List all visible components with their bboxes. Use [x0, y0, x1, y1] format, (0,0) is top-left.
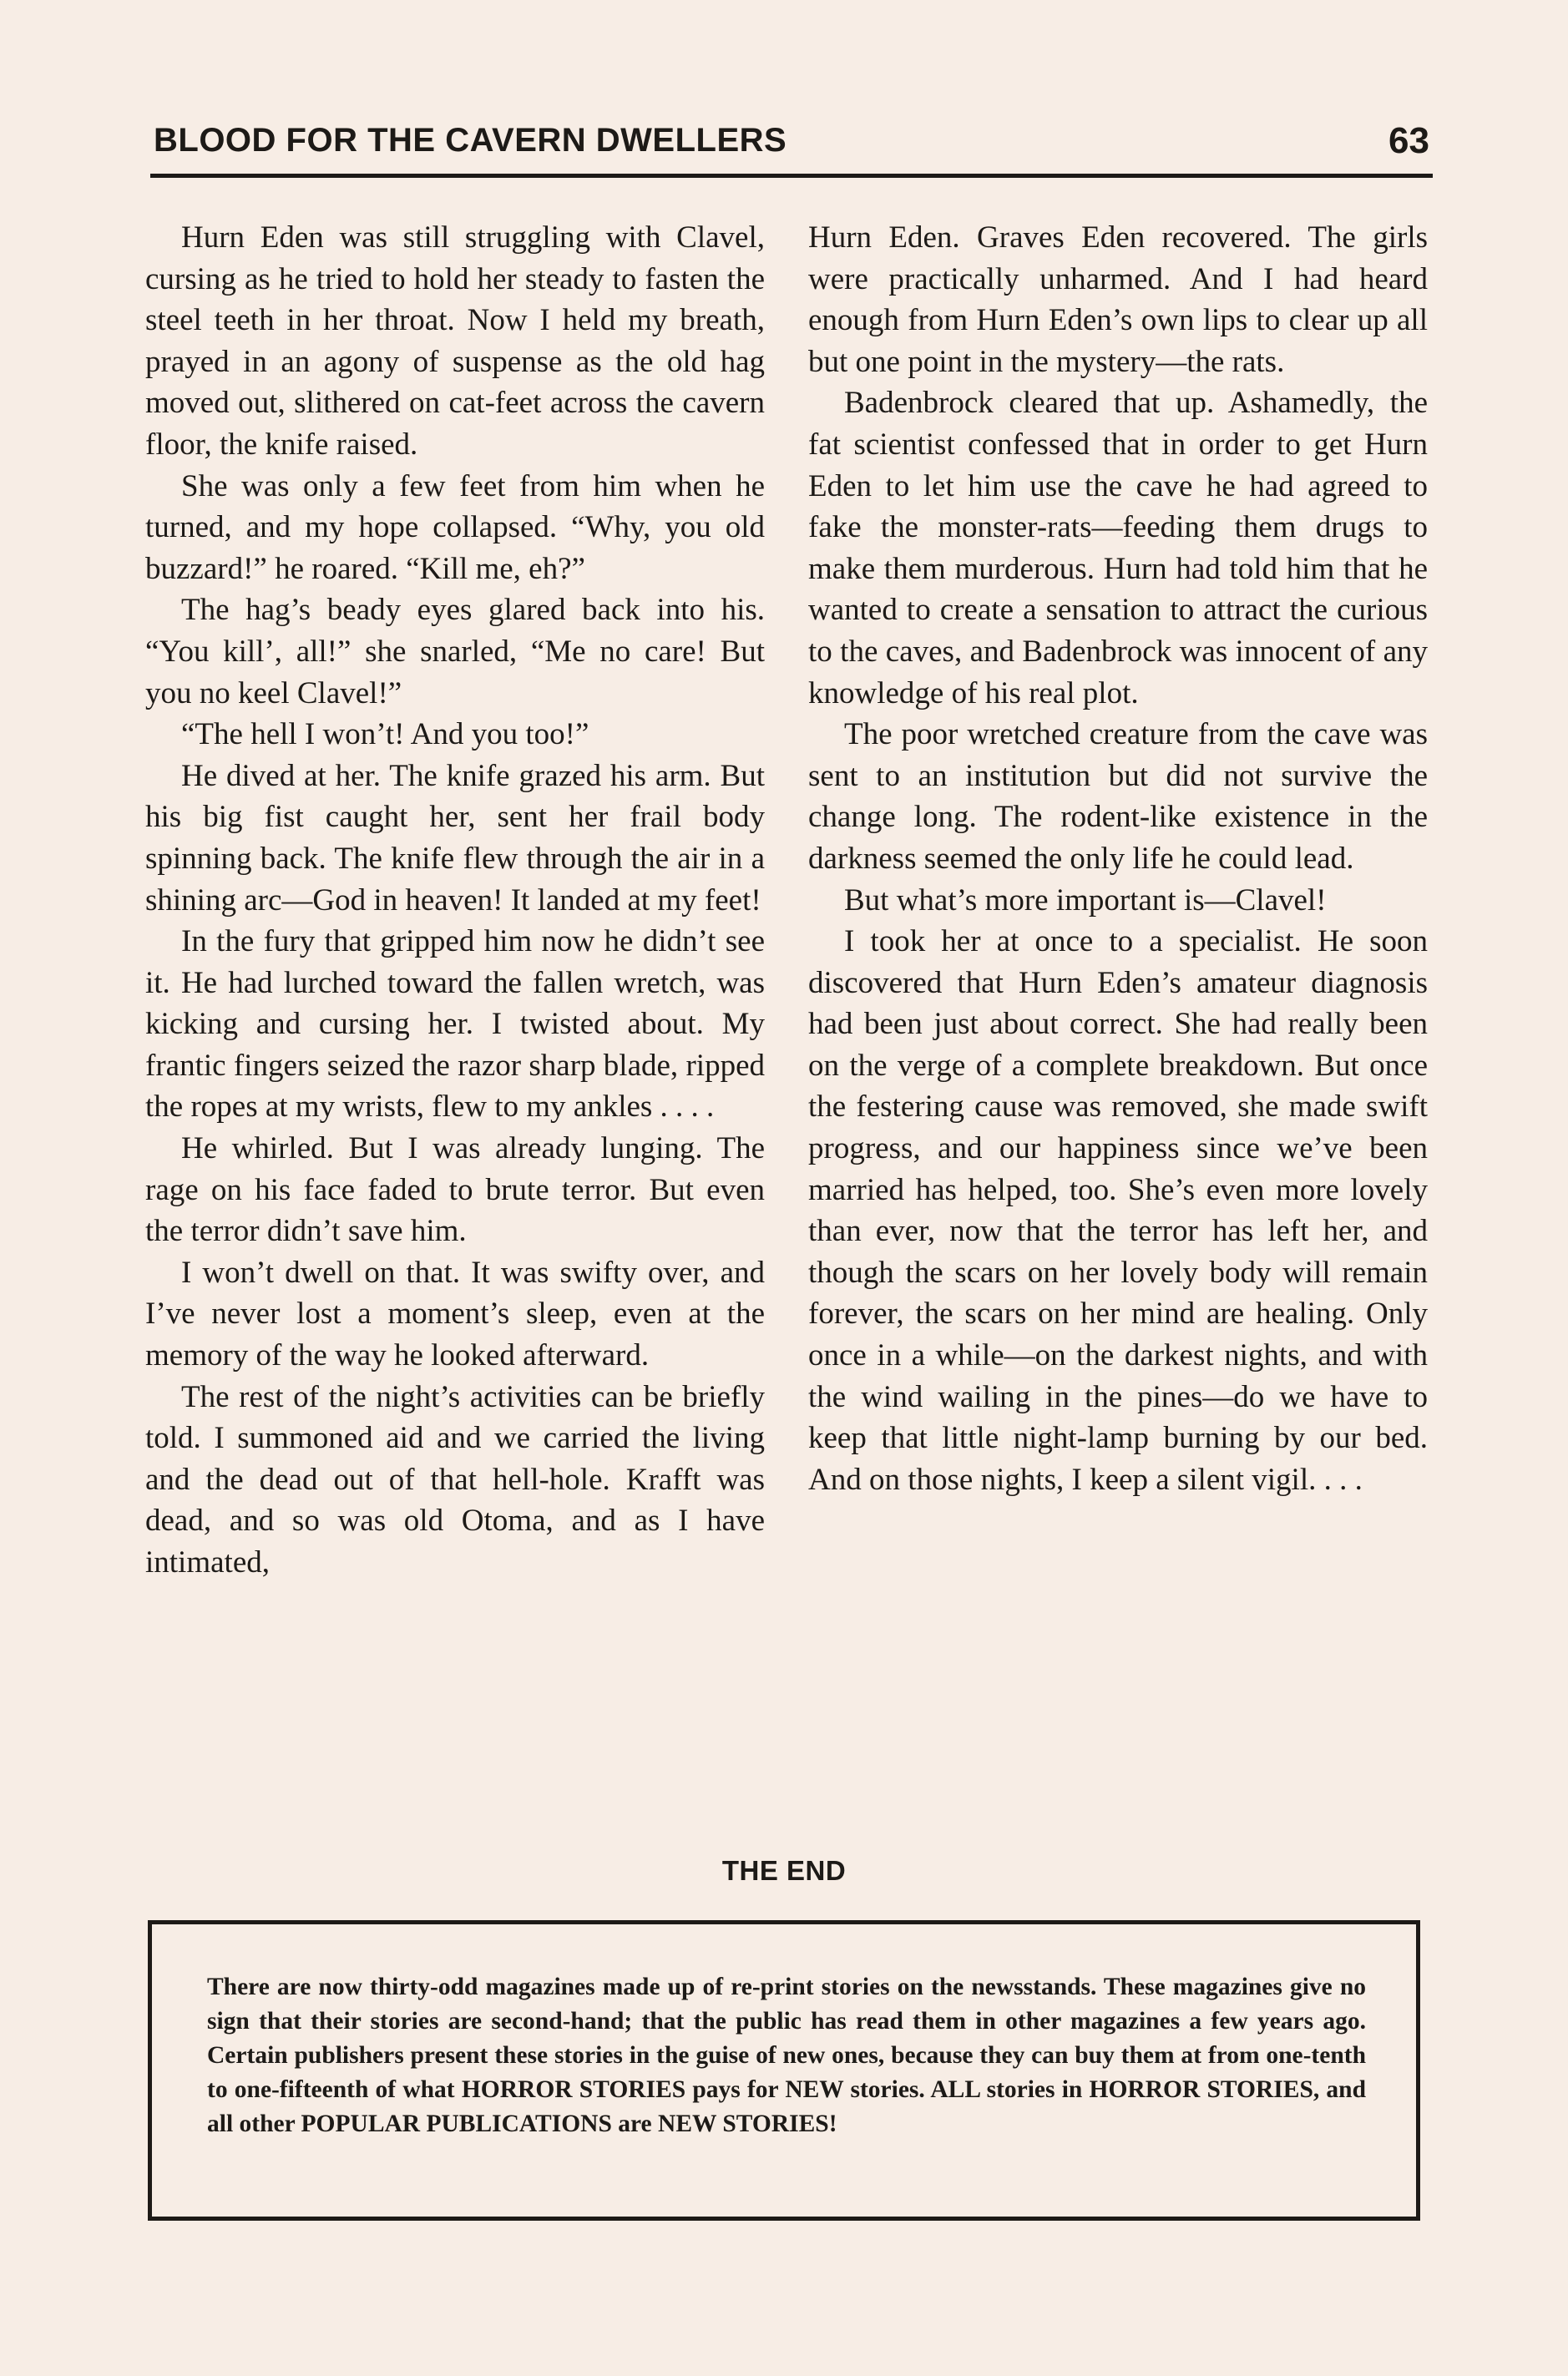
left-text-column — [145, 217, 765, 1584]
paragraph: I won’t dwell on that. It was swifty over, and I’ve never lost a moment’s sleep, even at the memory of the way he looked afterward. — [145, 1255, 765, 1373]
paragraph: But what’s more important is—Clavel! — [844, 882, 1327, 918]
page-number: 63 — [1388, 120, 1429, 161]
paragraph: The hag’s beady eyes glared back into his. “You kill’, all!” she snarled, “Me no care! But you no keel Clavel!” — [145, 593, 765, 710]
publisher-notice-box — [148, 1920, 1420, 2221]
story-title: BLOOD FOR THE CAVERN DWELLERS — [154, 122, 787, 159]
paragraph: The rest of the night’s activities can be briefly told. I summoned aid and we carried the living and the dead out of that hell-hole. Krafft was dead, and so was old Otoma, and as I have intimated, — [145, 1379, 765, 1580]
running-header — [150, 115, 1433, 178]
right-text-column — [808, 217, 1428, 1500]
paragraph: “The hell I won’t! And you too!” — [181, 717, 589, 752]
the-end-label: THE END — [721, 1855, 847, 1886]
paragraph: He whirled. But I was already lunging. The rage on his face faded to brute terror. But even the terror didn’t save him. — [145, 1131, 765, 1249]
paragraph: The poor wretched creature from the cave was sent to an institution but did not survive the change long. The rodent-like existence in the darkness seemed the only life he could lead. — [808, 717, 1428, 876]
paragraph: I took her at once to a specialist. He soon discovered that Hurn Eden’s amateur diagnosis had been just about correct. She had really been on the verge of a complete breakdown. But once the festering cause was removed, she made swift progress, and our happiness since we’ve been married has helped, too. She’s even more lovely than ever, now that the terror has left her, and though the scars on her lovely body will remain forever, the scars on her mind are healing. Only once in a while—on the darkest nights, and with the wind wailing in the pines—do we have to keep that little night-lamp burning by our bed. And on those nights, I keep a silent vigil. . . . — [808, 924, 1428, 1497]
paragraph-continued: Hurn Eden. Graves Eden recovered. The girls were practically unharmed. And I had heard enough from Hurn Eden’s own lips to clear up all but one point in the mystery—the rats. — [808, 220, 1428, 379]
paragraph: In the fury that gripped him now he didn’t see it. He had lurched toward the fallen wretch, was kicking and cursing her. I twisted about. My frantic fingers seized the razor sharp blade, ripped the ropes at my wrists, flew to my ankles . . . . — [145, 924, 765, 1125]
publisher-notice-text: There are now thirty-odd magazines made up of re-print stories on the newsstands. These magazines give no sign that their stories are second-hand; that the public has read them in other magazines a few years ago. Certain publishers present these stories in the guise of new ones, because they can buy them at from one-tenth to one-fifteenth of what HORROR STORIES pays for NEW stories. ALL stories in HORROR STORIES, and all other POPULAR PUBLICATIONS are NEW STORIES! — [207, 1974, 1366, 2137]
paragraph: Badenbrock cleared that up. Ashamedly, the fat scientist confessed that in order to get Hurn Eden to let him use the cave he had agreed to fake the monster-rats—feeding them drugs to make them murderous. Hurn had told him that he wanted to create a sensation to attract the curious to the caves, and Badenbrock was innocent of any knowledge of his real plot. — [808, 386, 1428, 710]
paragraph: He dived at her. The knife grazed his arm. But his big fist caught her, sent her frail body spinning back. The knife flew through the air in a shining arc—God in heaven! It landed at my feet! — [145, 758, 765, 918]
paragraph: She was only a few feet from him when he turned, and my hope collapsed. “Why, you old buzzard!” he roared. “Kill me, eh?” — [145, 468, 765, 586]
paragraph: Hurn Eden was still struggling with Clavel, cursing as he tried to hold her steady to fasten the steel teeth in her throat. Now I held my breath, prayed in an agony of suspense as the old hag moved out, slithered on cat-feet across the cavern floor, the knife raised. — [145, 220, 765, 462]
